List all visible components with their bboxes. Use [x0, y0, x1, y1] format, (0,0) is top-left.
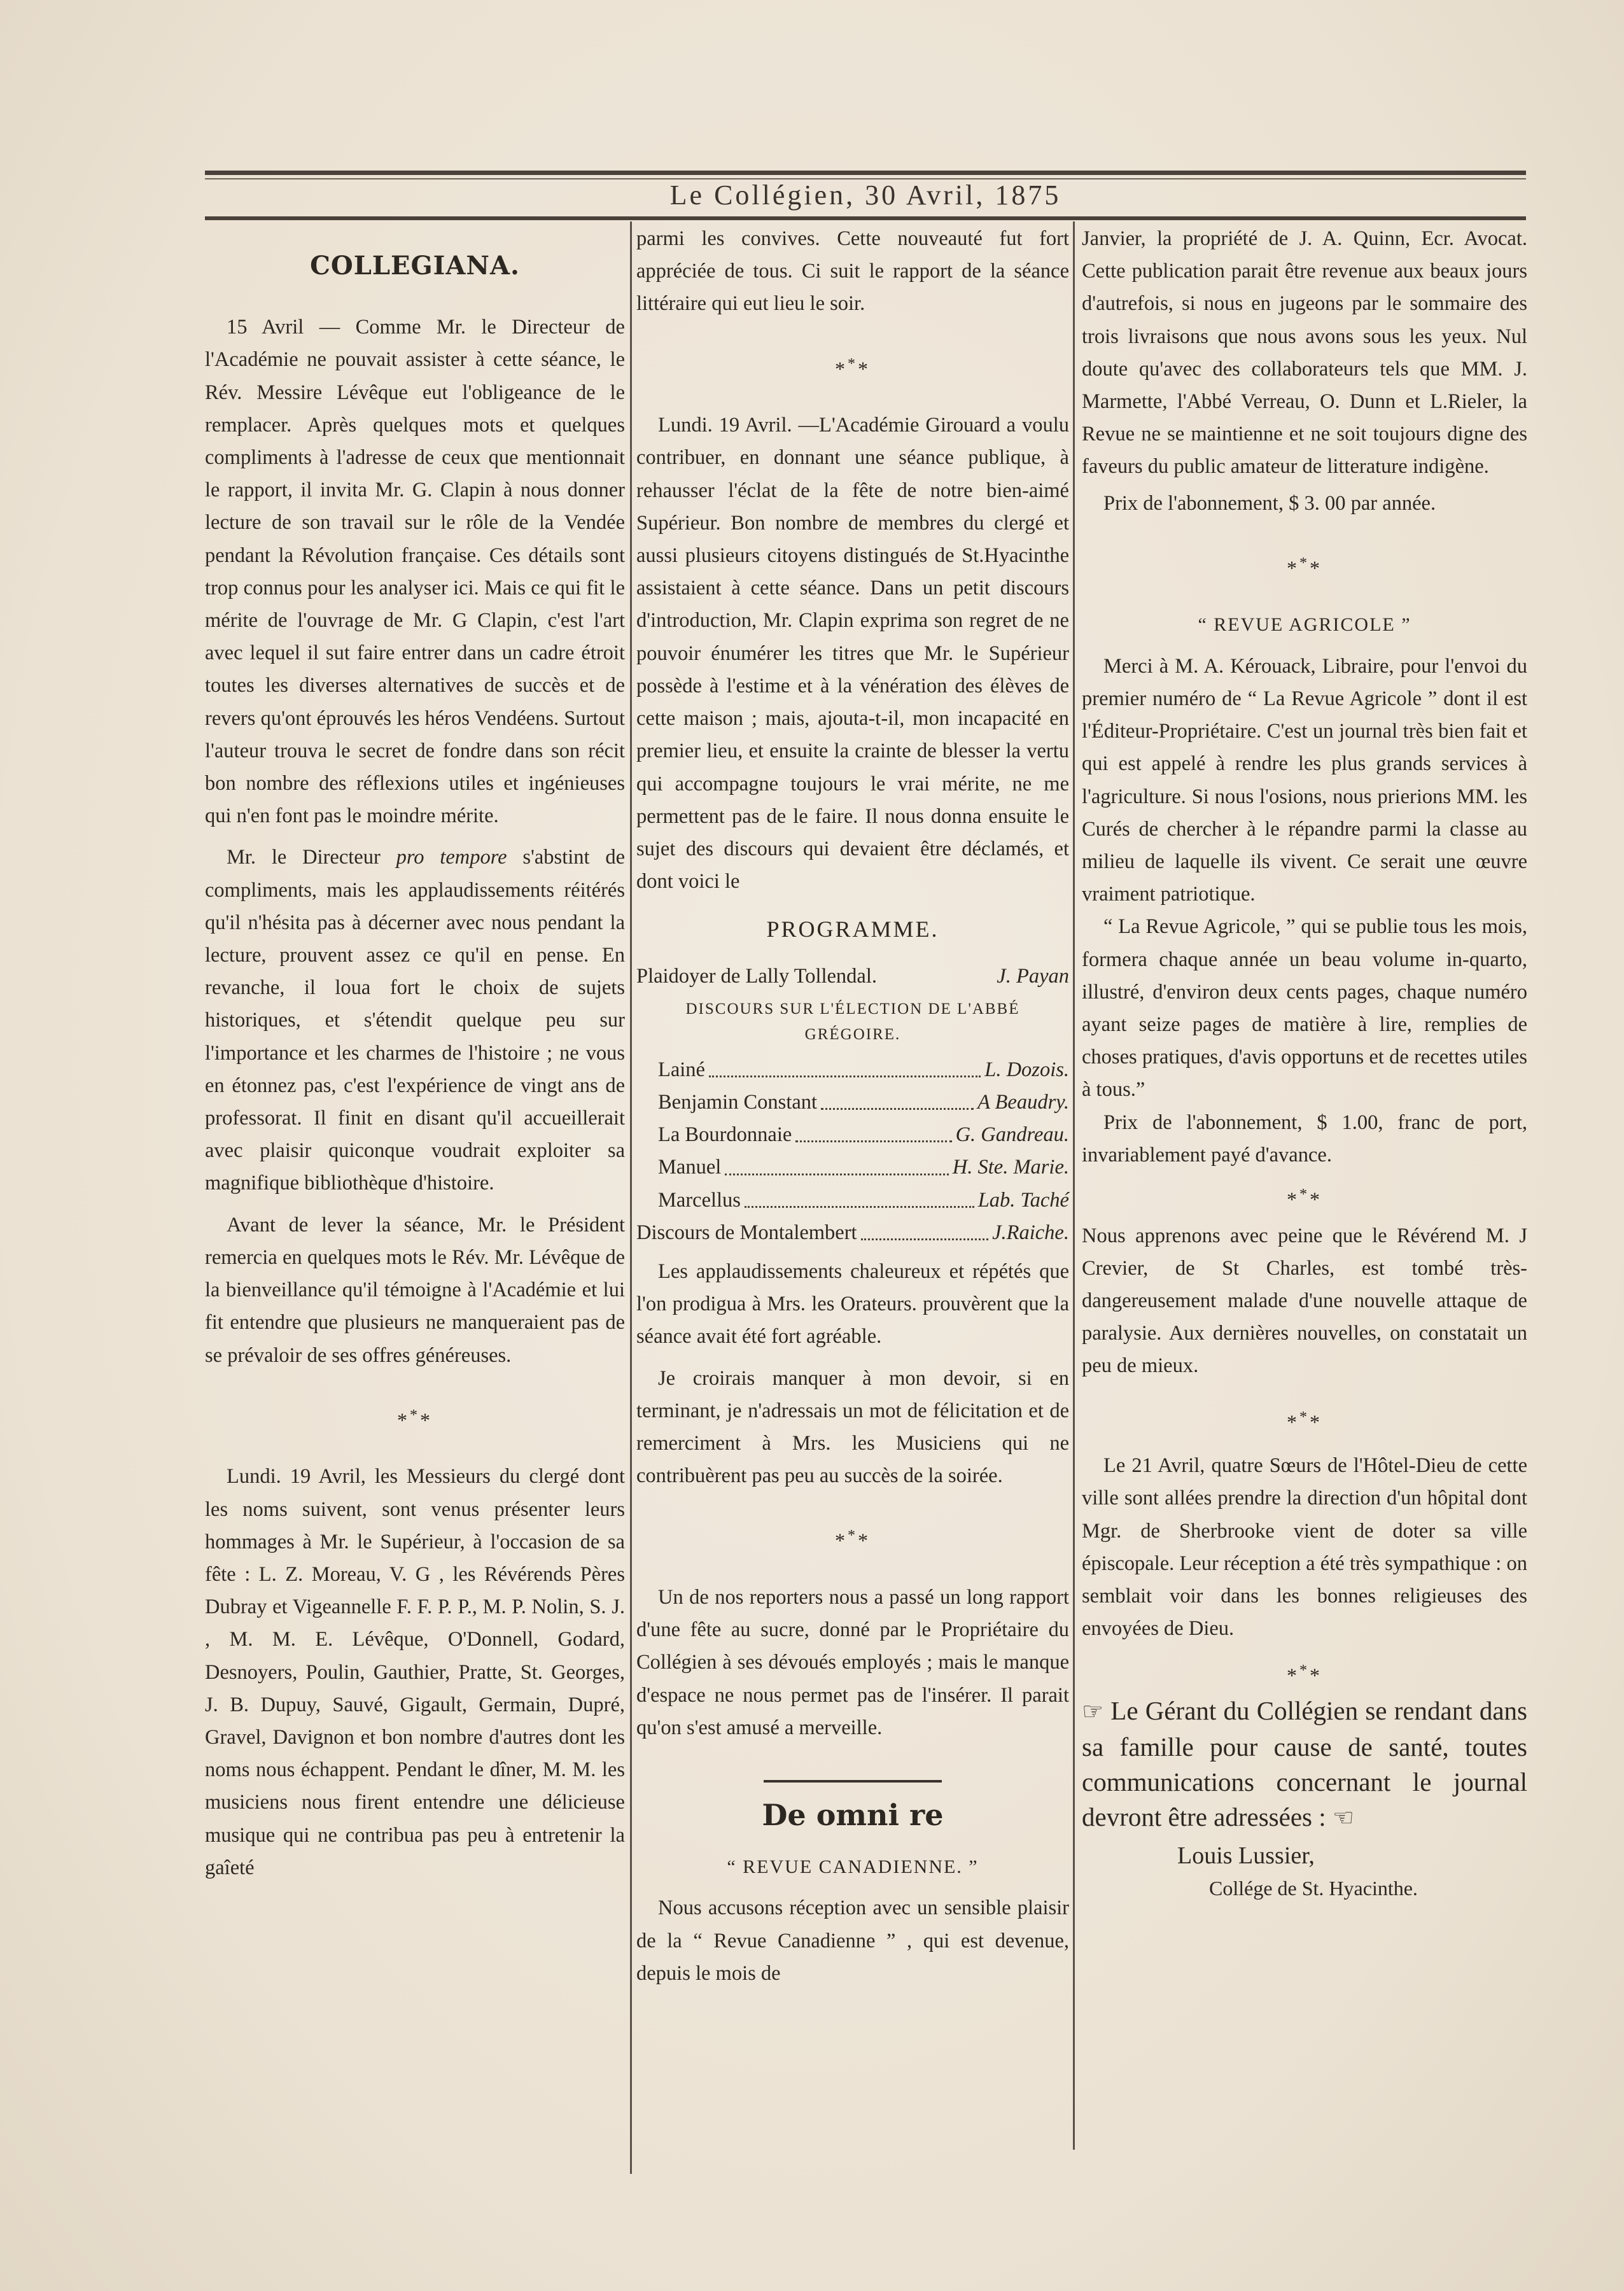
notice-box [1082, 1693, 1527, 1836]
programme-list [636, 1054, 1069, 1217]
italic-text: pro tempore [396, 846, 507, 869]
programme-title: PROGRAMME. [766, 916, 939, 942]
paragraph: Nous apprenons avec peine que le Révérend M. J Crevier, de St Charles, est tombé très-dangereusement malade d'une nouvelle attaque de paralysie. Aux dernières nouvelles, on constatait un peu de mieux. [1082, 1224, 1527, 1378]
dot-leader [709, 1054, 981, 1077]
programme-line [636, 960, 1069, 993]
column-divider-1 [630, 221, 632, 2174]
programme-label: Discours de Montalembert [636, 1221, 857, 1244]
programme-line [636, 1184, 1069, 1217]
asterism-separator: *** [1287, 1662, 1322, 1688]
programme-name: G. Gandreau. [955, 1123, 1069, 1147]
programme-line [636, 1054, 1069, 1086]
text-run: Mr. le Directeur [227, 846, 396, 869]
programme-line [636, 1119, 1069, 1151]
programme-name: Lab. Taché [977, 1188, 1069, 1212]
paragraph: Nous accusons réception avec un sensible plaisir de la “ Revue Canadienne ” , qui est devenue, depuis le mois de [636, 1896, 1069, 1985]
header-rule-bottom [205, 216, 1526, 220]
subheading-revue-agricole: “ REVUE AGRICOLE ” [1198, 614, 1411, 636]
programme-label: Lainé [658, 1058, 705, 1081]
asterism-separator: *** [1287, 554, 1322, 580]
dot-leader [821, 1086, 974, 1110]
paragraph: Un de nos reporters nous a passé un long rapport d'une fête au sucre, donné par le Propriétaire du Collégien à ses dévoués employés ; mais le manque d'espace ne nous permet pas de l'insérer. Il parait qu'on s'est amusé a merveille. [636, 1586, 1069, 1739]
text-run: s'abstint de compliments, mais les applaudissements réitérés qu'il n'hésita pas à décerner avec nous pendant la lecture, prouvent assez ce qu'il en pense. En revanche, il loua fort le choix de sujets historiques, et s'étendit quelque peu sur l'importance et les charmes de l'histoire ; ne vous en étonnez pas, c'est l'expérience de vingt ans de professorat. Il finit en disant qu'il accueillerait avec plaisir quiconque voudrait exploiter sa magnifique bibliothèque d'histoire. [205, 846, 626, 1195]
column-2 [636, 223, 1069, 1990]
paragraph: Les applaudissements chaleureux et répétés que l'on prodigua à Mrs. les Orateurs. prouvèrent que la séance avait été fort agréable. [636, 1259, 1069, 1349]
paragraph [205, 841, 625, 1200]
header-rule-top [205, 171, 1526, 175]
college-name: Collége de St. Hyacinthe. [1209, 1877, 1418, 1900]
programme-label: La Bourdonnaie [658, 1123, 792, 1147]
programme-label: Benjamin Constant [658, 1090, 818, 1114]
programme-subheading: DISCOURS SUR L'ÉLECTION DE L'ABBÉ GRÉGOIRE. [685, 1000, 1020, 1043]
paragraph: 15 Avril — Comme Mr. le Directeur de l'Académie ne pouvait assister à cette séance, le Rév. Messire Lévêque eut l'obligeance de le remplacer. Après quelques mots et quelques compliments à l'adresse de ceux que mentionnait le rapport, il invita Mr. G. Clapin à nous donner lecture de son travail sur le rôle de la Vendée pendant la Révolution française. Ces détails sont trop connus pour les analyser ici. Mais ce qui fit le mérite de l'ouvrage de Mr. G Clapin, c'est l'art avec lequel il sut faire entrer dans un cadre étroit toutes les diverses alternatives de succès et de revers qu'ont éprouvés les héros Vendéens. Surtout l'auteur trouva le secret de fondre dans son récit bon nombre des réflexions utiles et ingénieuses qui n'en font pas le moindre mérite. [205, 316, 625, 828]
column-divider-2 [1073, 221, 1075, 2150]
programme-name: H. Ste. Marie. [952, 1156, 1069, 1179]
column-3 [1082, 223, 1527, 1905]
programme-name: A Beaudry. [977, 1090, 1069, 1114]
pointing-hand-icon: ☞ [1082, 1699, 1104, 1726]
paragraph: Avant de lever la séance, Mr. le Président remercia en quelques mots le Rév. Mr. Lévêque de la bienveillance qu'il témoigne à l'Académie et lui fit entendre que plusieurs ne manqueraient pas de se prévaloir de ses offres généreuses. [205, 1213, 625, 1367]
dot-leader [795, 1119, 951, 1142]
programme-label: Marcellus [658, 1188, 741, 1212]
subheading-revue-canadienne: “ REVUE CANADIENNE. ” [727, 1856, 979, 1878]
programme-line [636, 1086, 1069, 1119]
asterism-separator: *** [835, 355, 871, 381]
dot-leader [725, 1151, 948, 1175]
paragraph: parmi les convives. Cette nouveauté fut fort appréciée de tous. Ci suit le rapport de la séance littéraire qui eut lieu le soir. [636, 227, 1069, 316]
paragraph: Janvier, la propriété de J. A. Quinn, Ecr. Avocat. Cette publication parait être revenue aux beaux jours d'autrefois, si nous en jugeons par le sommaire des trois livraisons que nous avons sous les yeux. Nul doute qu'avec des collaborateurs tels que MM. J. Marmette, l'Abbé Verreau, O. Dunn et L.Rieler, la Revue ne se maintienne et ne soit toujours digne des faveurs du public amateur de litterature indigène. [1082, 227, 1527, 479]
paragraph: Le 21 Avril, quatre Sœurs de l'Hôtel-Dieu de cette ville sont allées prendre la direction d'un hôpital dont Mgr. de Sherbrooke vient de doter sa ville épiscopale. Leur réception a été très sympathique : on semblait voir dans les bonnes religieuses des envoyées de Dieu. [1082, 1454, 1527, 1641]
programme-name: L. Dozois. [984, 1058, 1069, 1081]
paragraph: Prix de l'abonnement, $ 3. 00 par année. [1103, 491, 1436, 515]
asterism-separator: *** [835, 1527, 871, 1553]
asterism-separator: *** [1287, 1186, 1322, 1211]
signature: Louis Lussier, [1177, 1842, 1315, 1870]
paragraph: Merci à M. A. Kérouack, Libraire, pour l'envoi du premier numéro de “ La Revue Agricole ” dont il est l'Éditeur-Propriétaire. C'est un journal très bien fait et qui est appelé à rendre les plus grands services à l'agriculture. Si nous l'osions, nous prierions MM. les Curés de chercher à le répandre parmi la classe au milieu de laquelle ils vivent. Ce serait une œuvre vraiment patriotique. [1082, 654, 1527, 906]
section-divider [764, 1780, 942, 1783]
programme-name: J. Payan [997, 964, 1069, 988]
paragraph: “ La Revue Agricole, ” qui se publie tous les mois, formera chaque année un beau volume in-quarto, illustré, d'environ deux cents pages, chaque numéro ayant seize pages de matière à lire, remplies de choses pratiques, d'avis opportuns et de recettes utiles à tous.” [1082, 915, 1527, 1102]
programme-label: Manuel [658, 1156, 722, 1179]
paragraph: Lundi. 19 Avril, les Messieurs du clergé dont les noms suivent, sont venus présenter leurs hommages à Mr. le Supérieur, à l'occasion de sa fête : L. Z. Moreau, V. G , les Révérends Pères Dubray et Vigeannelle F. F. P. P., M. P. Nolin, S. J. , M. M. E. Lévêque, O'Donnell, Godard, Desnoyers, Poulin, Gauthier, Pratte, St. Georges, J. B. Dupuy, Sauvé, Gigault, Germain, Dupré, Gravel, Davignon et bon nombre d'autres dont les noms nous échappent. Pendant le dîner, M. M. les musiciens nous firent entendre une délicieuse musique qui ne contribua pas peu à entretenir la gaîeté [205, 1465, 625, 1879]
programme-label: Plaidoyer de Lally Tollendal. [636, 964, 878, 988]
column-1 [205, 223, 625, 1884]
section-heading-collegiana: COLLEGIANA. [310, 251, 520, 281]
programme-line [636, 1217, 1069, 1249]
asterism-separator: *** [397, 1406, 433, 1432]
dot-leader [745, 1184, 974, 1208]
paragraph: Prix de l'abonnement, $ 1.00, franc de port, invariablement payé d'avance. [1082, 1110, 1527, 1167]
programme-line [636, 1151, 1069, 1184]
pointing-hand-icon: ☜ [1332, 1805, 1354, 1832]
dot-leader [861, 1217, 988, 1240]
paragraph: Lundi. 19 Avril. —L'Académie Girouard a voulu contribuer, en donnant une séance publique, à rehausser l'éclat de la fête de notre bien-aimé Supérieur. Bon nombre de membres du clergé et aussi plusieurs citoyens distingués de St.Hyacinthe assistaient à cette séance. Dans un petit discours d'introduction, Mr. Clapin exprima son regret de ne pouvoir énumérer les titres que Mr. le Supérieur possède à l'estime et à la vénération des élèves de cette maison ; mais, ajouta-t-il, mon incapacité en premier lieu, et ensuite la crainte de blesser la vertu qui accompagne toujours le vrai mérite, ne me permettent pas de le faire. Il nous donna ensuite le sujet des discours qui devaient être déclamés, et dont voici le [636, 414, 1069, 893]
paragraph: Je croirais manquer à mon devoir, si en terminant, je n'adressais un mot de félicitation et de remerciment à Mrs. les Musiciens qui ne contribuèrent pas peu au succès de la soirée. [636, 1366, 1069, 1488]
notice-text: Le Gérant du Collégien se rendant dans sa famille pour cause de santé, toutes communications concernant le journal devront être adressées : [1082, 1696, 1528, 1832]
page-header: Le Collégien, 30 Avril, 1875 [669, 179, 1061, 211]
section-heading-omni: De omni re [762, 1798, 944, 1833]
asterism-separator: *** [1287, 1408, 1322, 1434]
programme-name: J.Raiche. [992, 1221, 1069, 1244]
